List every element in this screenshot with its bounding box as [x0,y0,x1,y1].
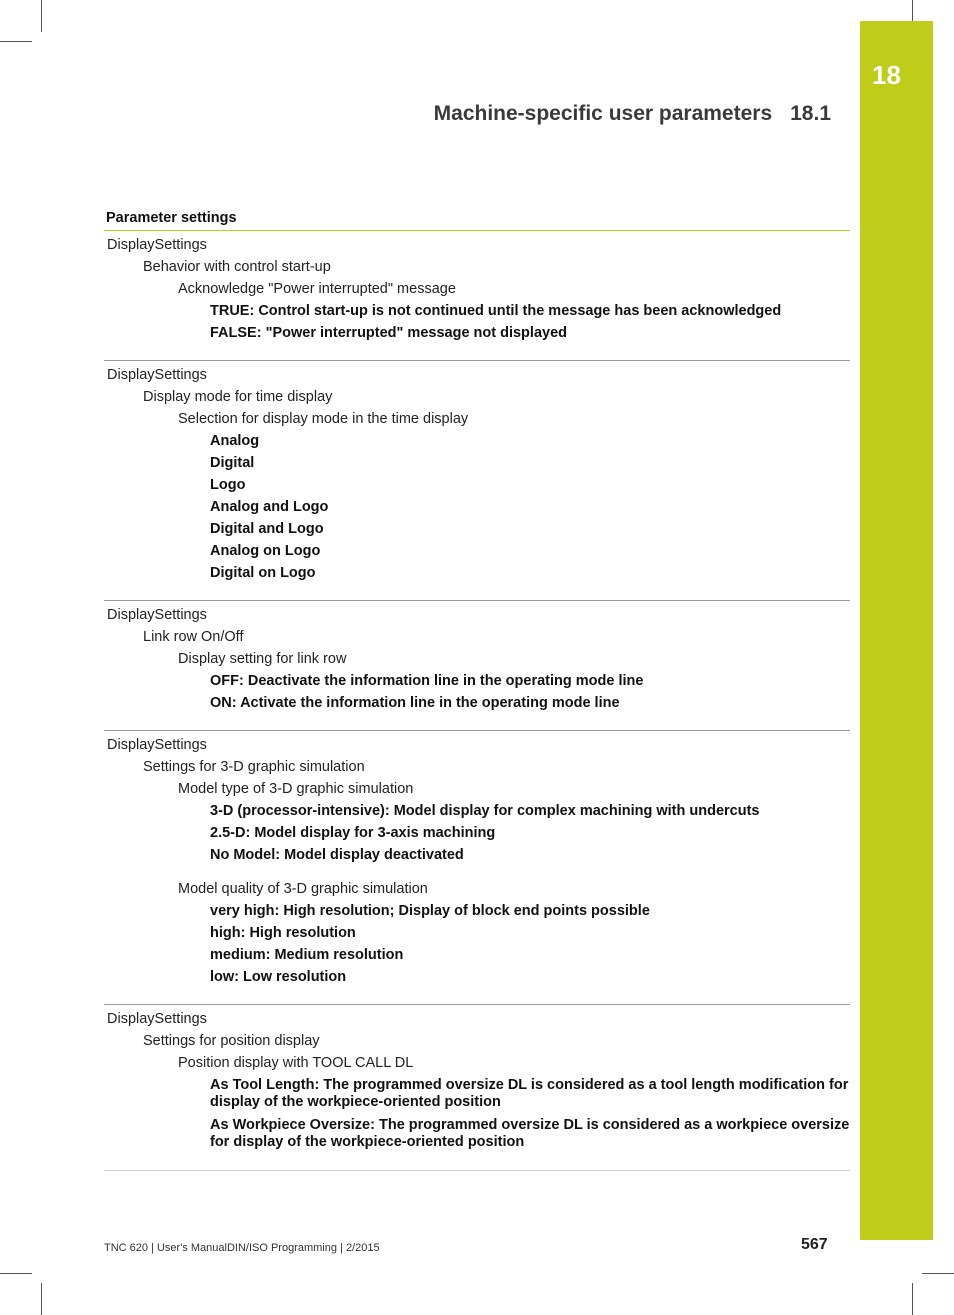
value-option: As Tool Length: The programmed oversize DL is considered as a tool length modification for display of the workpiece-oriented position [210,1077,849,1110]
group-name: DisplaySettings [107,607,207,623]
table-row [104,601,850,731]
crop-mark [0,41,32,42]
table-row [104,231,850,361]
value-option: ON: Activate the information line in the operating mode line [210,695,620,711]
header-section: 18.1 [790,102,831,125]
value-option: high: High resolution [210,925,356,941]
group-name: DisplaySettings [107,237,207,253]
parameter-name: Settings for position display [143,1033,320,1049]
value-option: Logo [210,477,246,493]
page-number: 567 [801,1236,828,1253]
value-option: OFF: Deactivate the information line in the operating mode line [210,673,644,689]
value-option: FALSE: "Power interrupted" message not displayed [210,325,567,341]
crop-mark [912,1283,913,1315]
crop-mark [41,1283,42,1315]
parameter-name: Link row On/Off [143,629,244,645]
parameter-name: Display mode for time display [143,389,333,405]
value-option: 2.5-D: Model display for 3-axis machining [210,825,496,841]
value-option: medium: Medium resolution [210,947,404,963]
chapter-tab [860,21,933,1240]
group-name: DisplaySettings [107,737,207,753]
value-option: Digital and Logo [210,521,324,537]
table-row [104,1005,850,1171]
value-option: very high: High resolution; Display of block end points possible [210,903,650,919]
value-option: TRUE: Control start-up is not continued until the message has been acknowledged [210,303,782,319]
table-title: Parameter settings [104,210,850,231]
value-option: As Workpiece Oversize: The programmed oversize DL is considered as a workpiece oversize for display of the workpiece-oriented position [210,1117,850,1150]
parameter-description: Selection for display mode in the time display [178,411,469,427]
parameter-description: Acknowledge "Power interrupted" message [178,281,456,297]
parameter-description: Model type of 3-D graphic simulation [178,781,414,797]
value-option: Analog [210,433,260,449]
value-option: Digital [210,455,255,471]
value-option: No Model: Model display deactivated [210,847,464,863]
crop-mark [922,1273,954,1274]
table-row [104,731,850,1005]
parameter-name: Settings for 3-D graphic simulation [143,759,365,775]
parameter-description: Display setting for link row [178,651,347,667]
parameter-table [104,210,850,1171]
value-option: Analog on Logo [210,543,321,559]
value-option: Digital on Logo [210,565,316,581]
value-option: low: Low resolution [210,969,347,985]
header-title: Machine-specific user parameters [433,102,773,125]
value-option: 3-D (processor-intensive): Model display for complex machining with undercuts [210,803,760,819]
group-name: DisplaySettings [107,1011,207,1027]
chapter-number: 18 [872,60,901,90]
value-option: Analog and Logo [210,499,329,515]
crop-mark [41,0,42,32]
crop-mark [0,1273,32,1274]
parameter-description: Model quality of 3-D graphic simulation [178,881,428,897]
group-name: DisplaySettings [107,367,207,383]
crop-mark [912,0,913,22]
parameter-name: Behavior with control start-up [143,259,331,275]
table-row [104,361,850,601]
footer-text: TNC 620 | User's ManualDIN/ISO Programming | 2/2015 [104,1242,380,1254]
running-header [434,102,831,126]
parameter-description: Position display with TOOL CALL DL [178,1055,414,1071]
